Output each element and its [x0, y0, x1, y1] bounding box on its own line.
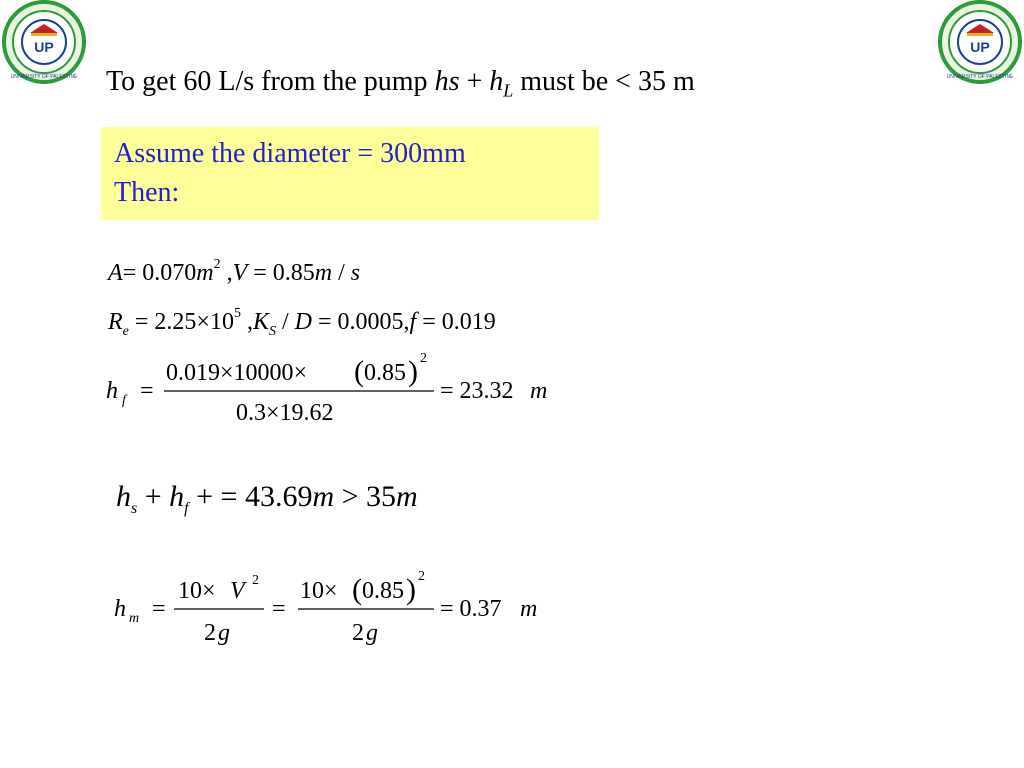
- assumption-line-2: Then:: [114, 177, 180, 208]
- eq5-num2: 10×: [300, 578, 338, 604]
- eq3-equals: =: [140, 378, 154, 404]
- var-m: m: [196, 260, 214, 286]
- var-v: V: [232, 260, 248, 286]
- eq4-plus: +: [137, 480, 170, 513]
- eq4-unit-1: m: [312, 480, 335, 513]
- eq3-paren-value: 0.85: [364, 360, 406, 386]
- eq5-den2: 2: [352, 620, 364, 646]
- heading-sub-l: L: [503, 80, 514, 101]
- heading-h: h: [489, 66, 504, 97]
- var-m-2: m: [314, 260, 333, 286]
- var-d: D: [294, 309, 312, 335]
- eq5-unit: m: [520, 596, 538, 622]
- eq2-slash: /: [275, 309, 295, 335]
- eq4-sub-s: s: [131, 500, 138, 517]
- university-logo-left: [0, 0, 88, 86]
- eq1-area-value: = 0.070: [122, 260, 197, 286]
- heading-suffix: must be < 35 m: [513, 66, 695, 97]
- eq5-exp-1: 2: [252, 573, 259, 588]
- eq5-lhs-h: h: [114, 596, 126, 622]
- eq3-right-paren: ): [408, 355, 418, 388]
- eq2-friction-value: = 0.019: [416, 309, 496, 335]
- eq1-comma: ,: [220, 260, 233, 286]
- exp-5: 5: [233, 306, 241, 321]
- eq5-paren-value: 0.85: [362, 578, 404, 604]
- var-f: f: [409, 309, 417, 335]
- eq5-den1: 2: [204, 620, 216, 646]
- var-k: K: [252, 309, 269, 335]
- eq5-var-v: V: [230, 578, 245, 604]
- equation-friction-head: [104, 348, 574, 430]
- eq4-sub-f: f: [184, 500, 189, 517]
- eq5-right-paren: ): [406, 573, 416, 606]
- eq3-unit: m: [530, 378, 548, 404]
- sub-s: S: [268, 323, 276, 339]
- equation-area-velocity: [108, 257, 361, 287]
- sub-e: e: [122, 323, 129, 339]
- eq5-num1: 10×: [178, 578, 216, 604]
- eq3-result: = 23.32: [440, 378, 514, 404]
- var-a: A: [108, 260, 123, 286]
- university-logo-right: [936, 0, 1024, 86]
- eq3-exponent: 2: [420, 351, 427, 366]
- svg-text:UP: UP: [970, 39, 990, 55]
- eq4-comparison: > 35: [334, 480, 397, 513]
- svg-text:UNIVERSITY OF PALESTINE: UNIVERSITY OF PALESTINE: [946, 74, 1014, 80]
- eq5-equals-1: =: [152, 596, 166, 622]
- eq2-roughness-value: = 0.0005,: [312, 309, 410, 335]
- assumption-box: [101, 127, 599, 220]
- assumption-line-1: Assume the diameter = 300mm: [114, 138, 466, 169]
- slide-heading: [106, 66, 695, 102]
- equation-minor-loss: [112, 566, 562, 652]
- eq2-reynolds-value: = 2.25×10: [128, 309, 234, 335]
- eq5-g2: g: [366, 620, 378, 646]
- exp-2: 2: [213, 257, 221, 272]
- eq2-comma: ,: [240, 309, 253, 335]
- heading-hs: hs: [434, 66, 460, 97]
- heading-plus: +: [459, 66, 490, 97]
- var-r: R: [108, 309, 123, 335]
- eq3-numerator: 0.019×10000×: [166, 360, 308, 386]
- eq3-left-paren: (: [354, 355, 364, 388]
- eq4-total-value: + = 43.69: [188, 480, 313, 513]
- eq1-slash: /: [332, 260, 351, 286]
- eq5-left-paren: (: [352, 573, 362, 606]
- eq3-lhs-h: h: [106, 378, 118, 404]
- svg-text:UP: UP: [34, 39, 54, 55]
- equation-total-head: [116, 480, 418, 518]
- eq5-equals-2: =: [272, 596, 286, 622]
- svg-text:UNIVERSITY OF PALESTINE: UNIVERSITY OF PALESTINE: [10, 74, 78, 80]
- eq4-h-f: h: [169, 480, 185, 513]
- eq5-result: = 0.37: [440, 596, 502, 622]
- heading-prefix: To get 60 L/s from the pump: [106, 66, 435, 97]
- eq4-unit-2: m: [396, 480, 418, 513]
- eq5-exp-2: 2: [418, 569, 425, 584]
- eq3-lhs-sub: f: [122, 393, 126, 408]
- eq5-g1: g: [218, 620, 230, 646]
- eq1-velocity-value: = 0.85: [247, 260, 315, 286]
- eq4-h-s: h: [116, 480, 131, 513]
- var-s: s: [350, 260, 361, 286]
- eq5-lhs-sub: m: [129, 611, 140, 626]
- equation-reynolds: [108, 306, 496, 340]
- eq3-denominator: 0.3×19.62: [236, 400, 334, 426]
